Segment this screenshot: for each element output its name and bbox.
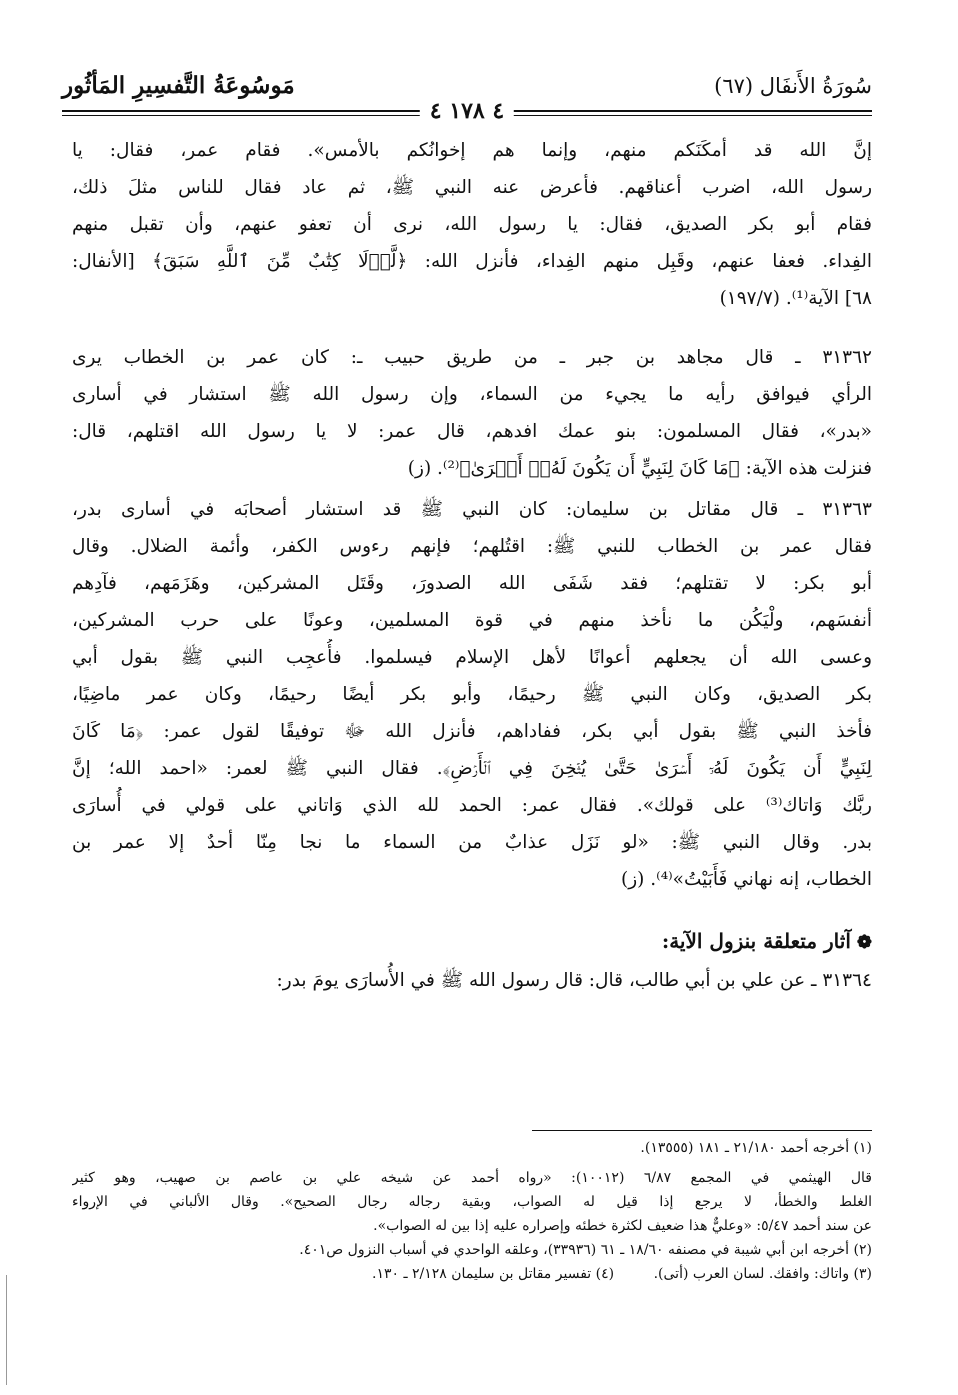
text-line: فقام أبو بكر الصديق، فقال: يا رسول الله، نرى أن تعفو عنهم، وأن تقبل منهم — [72, 214, 872, 235]
main-text — [72, 132, 872, 1003]
text-line: فأخذ النبي ﷺ بقول أبي بكر، ففاداهم، فأنزل الله ﷻ توفيقًا لقول عمر: ﴿مَا كَانَ — [72, 721, 872, 742]
footnote-1-comment-line: قال الهيثمي في المجمع ٦/٨٧ (١٠٠١٢): «رواه أحمد عن شيخه علي بن عاصم بن صهيب، وهو كثير — [72, 1170, 872, 1186]
text-line: ٣١٣٦٢ ـ قال مجاهد بن جبر ـ من طريق حبيب ـ: كان عمر بن الخطاب يرى — [72, 347, 872, 368]
book-title: مَوسُوعَةُ التَّفسِيرِ المَأثُور — [62, 72, 295, 99]
footnote-2: (٢) أخرجه ابن أبي شيبة في مصنفه ١٨/٦٠ ـ ٦١ (٣٣٩٣٦)، وعلقه الواحدي في أسباب النزول ص٤٠١. — [299, 1242, 872, 1258]
paragraph-31364 — [72, 962, 872, 999]
text-line: الخطاب، إنه نهاني فَأَبَيْتُ»⁽⁴⁾. (ز) — [621, 869, 872, 890]
flower-ornament-icon: ❁ — [856, 932, 872, 953]
footnote-1-comment-line: عن سند أحمد ٥/٤٧: «وعليٌّ هذا ضعيف لكثرة خطئه وإصراره عليه إذا بين له الصواب». — [373, 1218, 872, 1234]
text-line: ربَّك وَاتاك⁽³⁾ على قولك». فقال عمر: الحمد لله الذي وَاتاني على قولي في أُسارَى — [72, 795, 872, 816]
text-line: لِنَبِيٍّ أَن يَكُونَ لَهُۥٓ أَسۡرَىٰ حَتَّىٰ يُثۡخِنَ فِي ٱلۡأَرۡضِ﴾. فقال النبي ﷺ لعمر: «احمد الله؛ إنَّ — [72, 758, 872, 779]
text-line: ٣١٣٦٣ ـ قال مقاتل بن سليمان: كان النبي ﷺ قد استشار أصحابَه في أسارى بدر، — [72, 499, 872, 520]
text-line: إنَّ الله قد أمكَنَكم منهم، وإنما هم إخوانُكم بالأمس». فقام عمر، فقال: يا — [72, 140, 872, 161]
footnote-1: (١) أخرجه أحمد ٢١/١٨٠ ـ ١٨١ (١٣٥٥٥). — [640, 1140, 872, 1156]
text-line: أبو بكر: لا تقتلهم؛ فقد شَفَى الله الصدورَ، وقَتَل المشركين، وهَزَمَهم، فآدِهم — [72, 573, 872, 594]
footnotes — [72, 1136, 872, 1286]
paragraph-31362 — [72, 339, 872, 487]
footnote-separator — [532, 1130, 872, 1131]
text-line: وعسى الله أن يجعلهم أعوانًا لأهل الإسلام فيسلموا. فأُعجِب النبي ﷺ بقول أبي — [72, 647, 872, 668]
text-line: بكر الصديق، وكان النبي ﷺ رحيمًا، وأبو بكر أيضًا رحيمًا، وكان عمر ماضِيًا، — [72, 684, 872, 705]
surah-heading: سُورَةُ الأَنفَال (٦٧) — [714, 74, 872, 98]
text-line: رسول الله، اضرب أعناقهم. فأعرض عنه النبي ﷺ، ثم عاد فقال للناس مثلَ ذلك، — [72, 177, 872, 198]
footnote-1-comment-line: الغلط والخطأ، لا يرجع إذا قيل له الصواب، وبقية رجاله رجال الصحيح». وقال الألباني في الإرواء — [72, 1194, 872, 1210]
section-heading — [72, 920, 872, 962]
footnote-3: (٣) واتاك: وافقك. لسان العرب (أتى). — [653, 1266, 872, 1282]
paragraph-31363 — [72, 491, 872, 898]
paragraph-1 — [72, 132, 872, 317]
page-header — [62, 66, 872, 124]
text-line: الرأي فيوافق رأيه ما يجيء من السماء، وإن رسول الله ﷺ استشار في أسارى — [72, 384, 872, 405]
page-number: ٤ ١٧٨ ٤ — [420, 98, 514, 124]
text-line: أنفسَهم، ولْيَكُن ما نأخذ منهم في قوة المسلمين، وعونًا على حرب المشركين، — [72, 610, 872, 631]
footnote-4: (٤) تفسير مقاتل بن سليمان ٢/١٢٨ ـ ١٣٠. — [372, 1266, 615, 1282]
text-line: فنزلت هذه الآية: ﴿مَا كَانَ لِنَبِيٍّ أَن يَكُونَ لَهُۥٓ أَسۡرَىٰ﴾⁽²⁾. (ز) — [407, 458, 872, 479]
text-line: «بدر»، فقال المسلمون: بنو عمك افدهم، قال عمر: لا يا رسول الله اقتلهم، قال: — [72, 421, 872, 442]
text-line: ٦٨] الآية⁽¹⁾. (١٩٧/٧) — [719, 288, 872, 309]
footnote-row-3-4 — [72, 1262, 872, 1286]
text-line: الفِداء. فعفا عنهم، وقَبِل منهم الفِداء، فأنزل الله: ﴿لَّوۡلَا كِتَٰبٌ مِّنَ ٱللَّهِ سَبَقَ﴾ [الأنفال: — [72, 251, 872, 272]
text-line: فقال عمر بن الخطاب للنبي ﷺ: اقتُلهم؛ فإنهم رءوس الكفر، وأئمة الضلال. وقال — [72, 536, 872, 557]
section-heading-text: آثار متعلقة بنزول الآية: — [661, 929, 851, 953]
scan-edge-line — [6, 1275, 7, 1385]
text-line: ٣١٣٦٤ ـ عن علي بن أبي طالب، قال: قال رسول الله ﷺ في الأُسارَى يومَ بدر: — [276, 970, 872, 991]
text-line: بدر. وقال النبي ﷺ: «لو نَزَل عذابٌ من السماء ما نجا مِنّا أحدٌ إلا عمر بن — [72, 832, 872, 853]
